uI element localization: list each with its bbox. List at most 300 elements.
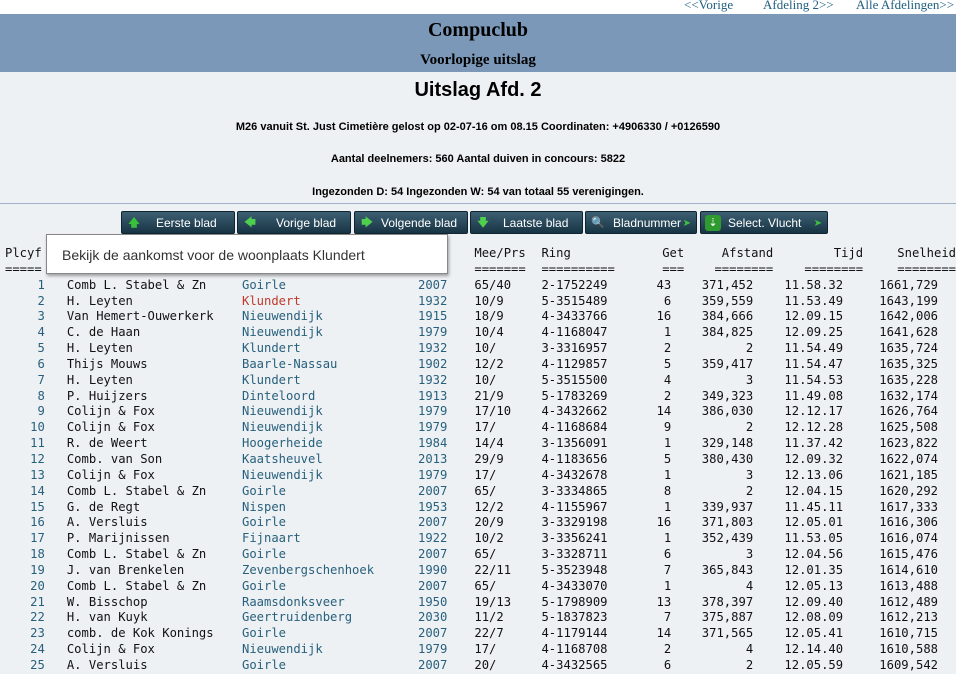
ring-number: 5-3515489 [541, 293, 608, 308]
marked: 1 [663, 499, 672, 514]
distance: 380,430 [701, 451, 754, 466]
results-table [0, 246, 956, 674]
distance: 3 [745, 547, 754, 562]
arrow-right-icon: ➤ [682, 218, 691, 229]
place-link[interactable]: Nispen [241, 499, 287, 514]
distance: 2 [745, 483, 754, 498]
next-page-label: Volgende blad [381, 216, 458, 230]
ring-number: 3-3316957 [541, 341, 608, 356]
participants-info: Aantal deelnemers: 560 Aantal duiven in concours: 5822 [330, 153, 626, 165]
arrival-time: 12.09.15 [784, 309, 844, 324]
speed: 1620,292 [879, 483, 938, 498]
member-name: Comb L. Stabel & Zn [66, 483, 207, 498]
arrival-time: 11.53.05 [784, 531, 844, 546]
member-name: Comb L. Stabel & Zn [66, 277, 207, 292]
club-code-link[interactable]: 1915 [418, 309, 448, 324]
club-code-link[interactable]: 1950 [418, 594, 448, 609]
place-link[interactable]: Goirle [241, 547, 287, 562]
entries: 65/ [474, 578, 497, 593]
col-header-get: Get [662, 246, 685, 260]
speed: 1643,199 [879, 293, 938, 308]
marked: 7 [663, 610, 672, 625]
member-name: Comb. van Son [66, 451, 163, 466]
up-arrow-icon: 🡅 [128, 217, 140, 229]
speed: 1623,822 [879, 436, 938, 451]
col-header-plcy: Plcyf [5, 246, 42, 260]
arrival-time: 12.05.13 [784, 578, 844, 593]
ring-number: 4-3433070 [541, 578, 608, 593]
entries: 17/ [474, 420, 497, 435]
underline: ======== [897, 261, 956, 276]
distance: 384,825 [701, 325, 754, 340]
table-row [0, 531, 956, 547]
placement: 14 [30, 483, 45, 498]
marked: 1 [663, 467, 672, 482]
underline: ======== [714, 261, 774, 276]
entries: 17/ [474, 467, 497, 482]
underline: ========== [541, 261, 615, 276]
placement: 8 [37, 388, 45, 403]
club-code-link[interactable]: 1979 [418, 642, 448, 657]
distance: 359,417 [701, 356, 754, 371]
marked: 6 [663, 657, 672, 672]
placement: 24 [30, 642, 45, 657]
speed: 1609,542 [879, 657, 938, 672]
arrival-time: 12.04.15 [784, 483, 844, 498]
marked: 5 [663, 451, 672, 466]
arrival-time: 12.01.35 [784, 562, 844, 577]
entries: 65/40 [474, 277, 512, 292]
place-link[interactable]: Goirle [241, 483, 287, 498]
table-row [0, 389, 956, 405]
club-code-link[interactable]: 2007 [418, 578, 448, 593]
distance: 384,666 [701, 309, 754, 324]
marked: 4 [663, 372, 672, 387]
placement: 21 [30, 594, 45, 609]
entries: 17/10 [474, 404, 512, 419]
down-arrow-icon: 🡇 [477, 217, 489, 229]
member-name: Comb L. Stabel & Zn [66, 578, 207, 593]
club-code-link[interactable]: 1979 [418, 467, 448, 482]
club-banner [0, 14, 956, 72]
club-name: Compuclub [427, 19, 529, 41]
place-link[interactable]: Geertruidenberg [241, 610, 353, 625]
marked: 16 [656, 309, 672, 324]
entries: 65/ [474, 547, 497, 562]
place-link[interactable]: Nieuwendijk [241, 642, 323, 657]
table-row [0, 658, 956, 674]
marked: 16 [656, 515, 672, 530]
place-link[interactable]: Nieuwendijk [241, 404, 323, 419]
club-code-link[interactable]: 1932 [418, 372, 448, 387]
table-row [0, 373, 956, 389]
table-row [0, 610, 956, 626]
previous-page-button[interactable] [237, 211, 351, 234]
placement: 4 [37, 325, 45, 340]
marked: 6 [663, 293, 672, 308]
underline: ======= [474, 261, 526, 276]
speed: 1635,325 [879, 356, 938, 371]
placement: 22 [30, 610, 45, 625]
entries: 11/2 [474, 610, 504, 625]
table-row [0, 341, 956, 357]
col-header-snelheid: Snelheid [897, 246, 956, 260]
placement: 18 [30, 547, 45, 562]
member-name: W. Bisschop [66, 594, 148, 609]
ring-number: 3-3356241 [541, 531, 608, 546]
table-row [0, 563, 956, 579]
place-link[interactable]: Nieuwendijk [241, 467, 323, 482]
table-row [0, 357, 956, 373]
table-row [0, 547, 956, 563]
release-info: M26 vanuit St. Just Cimetière gelost op 02-07-16 om 08.15 Coordinaten: +4906330 / +0126590 [235, 121, 721, 133]
placement: 23 [30, 626, 45, 641]
first-page-label: Eerste blad [156, 216, 217, 230]
entries: 10/2 [474, 531, 504, 546]
ring-number: 2-1752249 [541, 277, 608, 292]
club-code-link[interactable]: 1984 [418, 436, 448, 451]
marked: 1 [663, 436, 672, 451]
marked: 13 [656, 594, 672, 609]
speed: 1612,489 [879, 594, 938, 609]
distance: 349,323 [701, 388, 754, 403]
placement: 6 [37, 356, 45, 371]
club-code-link[interactable]: 2007 [418, 515, 448, 530]
last-page-button[interactable] [470, 211, 583, 234]
member-name: Thijs Mouws [66, 356, 148, 371]
speed: 1610,588 [879, 642, 938, 657]
member-name: H. Leyten [66, 293, 133, 308]
col-header-mee: Mee/Prs [474, 246, 526, 260]
tooltip: Bekijk de aankomst voor de woonplaats Klundert [46, 234, 448, 274]
next-page-button[interactable] [354, 211, 468, 234]
arrival-time: 12.12.17 [784, 404, 844, 419]
speed: 1617,333 [879, 499, 938, 514]
member-name: Colijn & Fox [66, 404, 155, 419]
place-link[interactable]: Goirle [241, 657, 287, 672]
table-row [0, 626, 956, 642]
ring-number: 5-3515500 [541, 372, 608, 387]
arrival-time: 11.54.49 [784, 341, 844, 356]
table-row [0, 404, 956, 420]
table-row [0, 500, 956, 516]
col-header-ring: Ring [541, 246, 571, 260]
place-link[interactable]: Zevenbergschenhoek [241, 562, 375, 577]
ring-number: 5-1783269 [541, 388, 608, 403]
entries: 12/2 [474, 356, 504, 371]
page-number-label: Bladnummer [613, 216, 682, 230]
member-name: G. de Regt [66, 499, 141, 514]
select-flight-label: Select. Vlucht [728, 216, 802, 230]
marked: 5 [663, 356, 672, 371]
page-number-button[interactable] [585, 211, 697, 234]
club-code-link[interactable]: 1979 [418, 420, 448, 435]
member-name: comb. de Kok Konings [66, 626, 214, 641]
place-link[interactable]: Raamsdonksveer [241, 594, 345, 609]
distance: 339,937 [701, 499, 754, 514]
placement: 25 [30, 657, 45, 672]
arrival-time: 12.09.32 [784, 451, 844, 466]
marked: 2 [663, 341, 672, 356]
club-code-link[interactable]: 1979 [418, 404, 448, 419]
distance: 375,887 [701, 610, 754, 625]
speed: 1635,724 [879, 341, 938, 356]
placement: 5 [37, 341, 45, 356]
division-link[interactable]: Afdeling 2>> [763, 0, 834, 12]
member-name: P. Huijzers [66, 388, 148, 403]
divider [0, 203, 956, 204]
ring-number: 4-3432678 [541, 467, 608, 482]
arrival-time: 11.58.32 [784, 277, 844, 292]
speed: 1625,508 [879, 420, 938, 435]
marked: 1 [663, 578, 672, 593]
distance: 386,030 [701, 404, 754, 419]
place-link[interactable]: Klundert [241, 293, 301, 308]
distance: 4 [745, 578, 754, 593]
member-name: R. de Weert [66, 436, 148, 451]
member-name: Colijn & Fox [66, 642, 155, 657]
placement: 16 [30, 515, 45, 530]
club-code-link[interactable]: 1990 [418, 562, 448, 577]
marked: 1 [663, 325, 672, 340]
table-row [0, 484, 956, 500]
club-code-link[interactable]: 2007 [418, 657, 448, 672]
underline: === [662, 261, 685, 276]
ring-number: 3-1356091 [541, 436, 608, 451]
entries: 10/4 [474, 325, 504, 340]
entries: 12/2 [474, 499, 504, 514]
entries: 19/13 [474, 594, 512, 609]
col-header-afstand: Afstand [721, 246, 774, 260]
place-link[interactable]: Fijnaart [241, 531, 301, 546]
speed: 1615,476 [879, 547, 938, 562]
placement: 3 [37, 309, 45, 324]
distance: 371,565 [701, 626, 754, 641]
distance: 371,452 [701, 277, 754, 292]
placement: 9 [37, 404, 45, 419]
underline: ===== [5, 261, 42, 276]
placement: 19 [30, 562, 45, 577]
place-link[interactable]: Nieuwendijk [241, 309, 323, 324]
marked: 2 [663, 388, 672, 403]
speed: 1616,306 [879, 515, 938, 530]
member-name: H. van Kuyk [66, 610, 148, 625]
place-link[interactable]: Baarle-Nassau [241, 356, 338, 371]
club-code-link[interactable]: 1953 [418, 499, 448, 514]
place-link[interactable]: Kaatsheuvel [241, 451, 323, 466]
member-name: A. Versluis [66, 657, 148, 672]
placement: 17 [30, 531, 45, 546]
entries: 22/7 [474, 626, 504, 641]
first-page-button[interactable] [121, 211, 235, 234]
table-row [0, 294, 956, 310]
speed: 1614,610 [879, 562, 938, 577]
marked: 43 [656, 277, 672, 292]
speed: 1610,715 [879, 626, 938, 641]
table-row [0, 420, 956, 436]
speed: 1635,228 [879, 372, 938, 387]
distance: 371,803 [701, 515, 754, 530]
arrival-time: 12.05.41 [784, 626, 844, 641]
placement: 20 [30, 578, 45, 593]
table-row [0, 452, 956, 468]
ring-number: 3-3329198 [541, 515, 608, 530]
arrival-time: 12.08.09 [784, 610, 844, 625]
distance: 3 [745, 467, 754, 482]
place-link[interactable]: Klundert [241, 341, 301, 356]
all-divisions-link[interactable]: Alle Afdelingen>> [856, 0, 955, 12]
table-row [0, 515, 956, 531]
speed: 1616,074 [879, 531, 938, 546]
marked: 14 [656, 626, 672, 641]
member-name: P. Marijnissen [66, 531, 170, 546]
table-row [0, 325, 956, 341]
distance: 2 [745, 657, 754, 672]
distance: 4 [745, 642, 754, 657]
entries: 29/9 [474, 451, 504, 466]
entries: 18/9 [474, 309, 504, 324]
speed: 1621,185 [879, 467, 938, 482]
club-code-link[interactable]: 1932 [418, 293, 448, 308]
arrival-time: 12.05.59 [784, 657, 844, 672]
speed: 1661,729 [879, 277, 938, 292]
club-code-link[interactable]: 1922 [418, 531, 448, 546]
ring-number: 5-3523948 [541, 562, 608, 577]
member-name: Comb L. Stabel & Zn [66, 547, 207, 562]
previous-link[interactable]: <<Vorige [684, 0, 734, 12]
placement: 1 [37, 277, 45, 292]
ring-number: 3-3334865 [541, 483, 608, 498]
speed: 1626,764 [879, 404, 938, 419]
ring-number: 5-1798909 [541, 594, 608, 609]
club-code-link[interactable]: 2007 [418, 277, 448, 292]
ring-number: 4-3432662 [541, 404, 608, 419]
ring-number: 4-1168684 [541, 420, 608, 435]
club-code-link[interactable]: 1913 [418, 388, 448, 403]
place-link[interactable]: Nieuwendijk [241, 325, 323, 340]
club-code-link[interactable]: 2007 [418, 483, 448, 498]
speed: 1622,074 [879, 451, 938, 466]
distance: 365,843 [701, 562, 754, 577]
club-code-link[interactable]: 1979 [418, 325, 448, 340]
ring-number: 4-1168047 [541, 325, 608, 340]
entries: 10/ [474, 341, 497, 356]
distance: 329,148 [701, 436, 754, 451]
marked: 1 [663, 531, 672, 546]
club-code-link[interactable]: 1902 [418, 356, 448, 371]
arrival-time: 11.45.11 [784, 499, 844, 514]
member-name: J. van Brenkelen [66, 562, 185, 577]
placement: 10 [30, 420, 45, 435]
arrival-time: 12.04.56 [784, 547, 844, 562]
member-name: A. Versluis [66, 515, 148, 530]
arrival-time: 11.54.47 [784, 356, 844, 371]
club-code-link[interactable]: 1932 [418, 341, 448, 356]
member-name: Van Hemert-Ouwerkerk [66, 309, 214, 324]
arrival-time: 12.13.06 [784, 467, 844, 482]
place-link[interactable]: Goirle [241, 578, 287, 593]
placement: 7 [37, 372, 45, 387]
member-name: H. Leyten [66, 372, 133, 387]
distance: 378,397 [701, 594, 754, 609]
place-link[interactable]: Klundert [241, 372, 301, 387]
arrival-time: 12.14.40 [784, 642, 844, 657]
place-link[interactable]: Dinteloord [241, 388, 316, 403]
marked: 9 [663, 420, 672, 435]
place-link[interactable]: Hoogerheide [241, 436, 323, 451]
underline: ======== [804, 261, 864, 276]
arrival-time: 12.09.25 [784, 325, 844, 340]
arrival-time: 12.12.28 [784, 420, 844, 435]
arrival-time: 11.54.53 [784, 372, 844, 387]
table-row [0, 309, 956, 325]
placement: 15 [30, 499, 45, 514]
left-arrow-icon: 🡄 [244, 217, 256, 229]
club-code-link[interactable]: 2007 [418, 547, 448, 562]
place-link[interactable]: Goirle [241, 277, 287, 292]
marked: 6 [663, 547, 672, 562]
ring-number: 4-1183656 [541, 451, 608, 466]
arrival-time: 11.49.08 [784, 388, 844, 403]
ring-number: 4-1155967 [541, 499, 608, 514]
member-name: C. de Haan [66, 325, 141, 340]
club-code-link[interactable]: 2013 [418, 451, 448, 466]
entries: 17/ [474, 642, 497, 657]
ring-number: 4-1129857 [541, 356, 608, 371]
page-title: Uitslag Afd. 2 [414, 79, 542, 101]
speed: 1632,174 [879, 388, 938, 403]
place-link[interactable]: Goirle [241, 515, 287, 530]
distance: 3 [745, 372, 754, 387]
speed: 1613,488 [879, 578, 938, 593]
placement: 13 [30, 467, 45, 482]
table-row [0, 436, 956, 452]
ring-number: 3-3328711 [541, 547, 608, 562]
entries: 10/ [474, 372, 497, 387]
place-link[interactable]: Goirle [241, 626, 287, 641]
placement: 11 [30, 436, 45, 451]
distance: 359,559 [701, 293, 754, 308]
entries: 10/9 [474, 293, 504, 308]
arrival-time: 12.09.40 [784, 594, 844, 609]
ring-number: 5-1837823 [541, 610, 608, 625]
club-code-link[interactable]: 2030 [418, 610, 448, 625]
speed: 1612,213 [879, 610, 938, 625]
ring-number: 4-3432565 [541, 657, 608, 672]
table-row [0, 579, 956, 595]
table-row [0, 278, 956, 294]
entries: 20/ [474, 657, 497, 672]
entries: 14/4 [474, 436, 504, 451]
table-row [0, 642, 956, 658]
download-icon: ⇣ [705, 215, 721, 231]
member-name: H. Leyten [66, 341, 133, 356]
placement: 12 [30, 451, 45, 466]
search-icon: 🔍 [591, 217, 605, 229]
select-flight-button[interactable] [700, 211, 828, 234]
report-subtitle: Voorlopige uitslag [420, 52, 536, 68]
marked: 8 [663, 483, 672, 498]
club-code-link[interactable]: 2007 [418, 626, 448, 641]
marked: 2 [663, 642, 672, 657]
top-navigation [0, 0, 956, 14]
placement: 2 [37, 293, 45, 308]
marked: 7 [663, 562, 672, 577]
col-header-tijd: Tijd [833, 246, 864, 260]
speed: 1642,006 [879, 309, 938, 324]
last-page-label: Laatste blad [503, 216, 569, 230]
place-link[interactable]: Nieuwendijk [241, 420, 323, 435]
